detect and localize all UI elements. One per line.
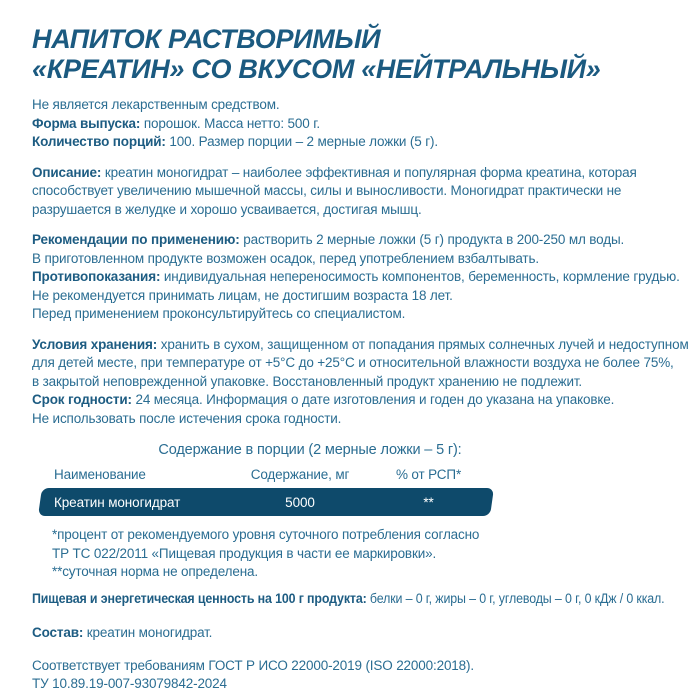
text-line: способствует увеличению мышечной массы, силы и выносливости. Моногидрат практически не [32,183,622,198]
page-title [32,24,668,84]
composition-table [32,440,668,582]
table-title: Содержание в порции (2 мерные ложки – 5 г): [158,442,462,458]
section-storage [32,336,689,429]
section-description [32,164,668,220]
compliance-block [32,657,668,694]
table-header-row [40,466,492,483]
text-line: Не является лекарственным средством. [32,97,280,112]
table-footnotes [52,526,668,582]
text-line: Противопоказания: индивидуальная непереносимость компонентов, беременность, кормление грудью. [32,269,680,284]
text-line: Срок годности: 24 месяца. Информация о дате изготовления и годен до указана на упаковке. [32,392,615,407]
text-line: Форма выпуска: порошок. Масса нетто: 500 г. [32,115,320,131]
text-line: Не использовать после истечения срока годности. [32,410,342,426]
composition-line: Состав: креатин моногидрат. [32,625,213,640]
section-recommendations [32,231,680,324]
footnote-line: ТР ТС 022/2011 «Пищевая продукция в части ее маркировки». [52,545,437,561]
section-general-info [32,96,668,152]
page-title-line1: НАПИТОК РАСТВОРИМЫЙ [32,24,381,54]
text-line: для детей месте, при температуре от +5°С до +25°С и относительной влажности воздуха не более 75%, [32,355,674,370]
table-header-amount: Содержание, мг [250,467,350,482]
table-header-name: Наименование [54,467,146,482]
table-cell-amount: 5000 [285,494,315,510]
tu-line: ТУ 10.89.19-007-93079842-2024 [32,676,227,691]
text-line: Условия хранения: хранить в сухом, защищенном от попадания прямых солнечных лучей и недоступном [32,336,689,352]
text-line: разрушается в желудке и хорошо усваивается, достигая мышц. [32,201,422,217]
page-title-line2: «КРЕАТИН» СО ВКУСОМ «НЕЙТРАЛЬНЫЙ» [32,54,601,84]
text-line: Описание: креатин моногидрат – наиболее эффективная и популярная форма креатина, которая [32,164,637,180]
text-line: В приготовленном продукте возможен осадок, перед употреблением взбалтывать. [32,250,539,266]
table-row-content [40,488,492,516]
gost-line: Соответствует требованиям ГОСТ Р ИСО 22000-2019 (ISO 22000:2018). [32,657,474,673]
text-line: Количество порций: 100. Размер порции – 2 мерные ложки (5 г). [32,134,438,149]
table-header-rsp: % от РСП* [395,467,462,482]
nutrition-value-line: Пищевая и энергетическая ценность на 100 г продукта: белки – 0 г, жиры – 0 г, углеводы – 0 г, 0 кДж / 0 ккал. [32,590,665,606]
text-line: Рекомендации по применению: растворить 2 мерные ложки (5 г) продукта в 200-250 мл воды. [32,232,625,247]
footnote-line: *процент от рекомендуемого уровня суточного потребления согласно [52,527,480,542]
table-cell-name: Креатин моногидрат [54,494,181,510]
footnote-line: **суточная норма не определена. [52,564,258,579]
table-row [38,488,494,516]
text-line: Перед применением проконсультируйтесь со специалистом. [32,306,406,321]
text-line: в закрытой неповрежденной упаковке. Восстановленный продукт хранению не подлежит. [32,373,583,389]
table-cell-rsp: ** [423,494,434,510]
text-line: Не рекомендуется принимать лицам, не достигшим возраста 18 лет. [32,287,453,303]
